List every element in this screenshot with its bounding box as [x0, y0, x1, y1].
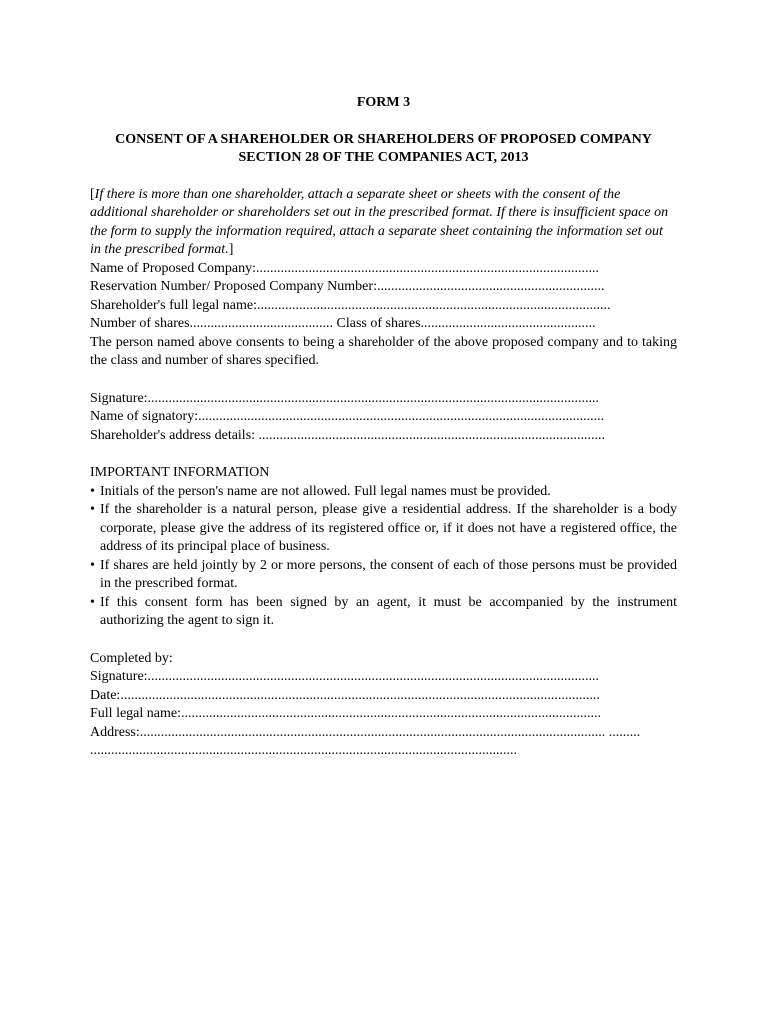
consent-statement: The person named above consents to being a shareholder of the above proposed company and to taking the class and number of shares specified. [90, 334, 677, 368]
form-content [90, 94, 677, 761]
list-item [90, 483, 677, 502]
field-shareholder-full-name: Shareholder's full legal name:..................................................................................................... [90, 297, 611, 313]
form-heading [90, 131, 677, 168]
spacer [90, 631, 677, 650]
intro-instructions [90, 186, 677, 260]
field-name-of-signatory: Name of signatory:.................................................................................................................... [90, 409, 605, 424]
list-item-text: Initials of the person's name are not allowed. Full legal names must be provided. [100, 483, 551, 499]
form-number: FORM 3 [356, 95, 411, 110]
intro-close-bracket: ] [228, 242, 234, 257]
bullet-icon: • [90, 483, 95, 499]
field-reservation-number: Reservation Number/ Proposed Company Number:................................................................. [90, 279, 605, 294]
heading-line-1: CONSENT OF A SHAREHOLDER OR SHAREHOLDERS OF PROPOSED COMPANY [115, 131, 652, 147]
bullet-icon: • [90, 502, 95, 517]
list-item-text: If shares are held jointly by 2 or more persons, the consent of each of those persons must be provided in the prescribed format. [100, 557, 677, 591]
field-proposed-company: Name of Proposed Company:.................................................................................................. [90, 260, 600, 276]
intro-open-bracket: [ [90, 186, 95, 202]
bullet-icon: • [90, 557, 95, 573]
spacer [90, 445, 677, 464]
list-item [90, 501, 677, 557]
completed-by-address-continued: .......................................................................................................................... [90, 743, 517, 758]
completed-by-date: Date:......................................................................................................................................... [90, 687, 600, 703]
completed-by-address: Address:..................................................................................................................................... ......... [90, 724, 641, 740]
completed-by-signature: Signature:................................................................................................................................. [90, 669, 600, 684]
completed-by-title: Completed by: [90, 650, 173, 666]
intro-text: If there is more than one shareholder, attach a separate sheet or sheets with the consent of the additional shareholder or shareholders set out in the prescribed format. If there is insufficient space on the form to supply the information required, attach a separate sheet containing the information set out in the prescribed format. [90, 186, 669, 257]
important-information-list [90, 483, 677, 631]
list-item [90, 557, 677, 594]
heading-line-2: SECTION 28 OF THE COMPANIES ACT, 2013 [238, 150, 529, 165]
bullet-icon: • [90, 594, 95, 610]
list-item-text: If this consent form has been signed by an agent, it must be accompanied by the instrument authorizing the agent to sign it. [100, 594, 677, 628]
list-item-text: If the shareholder is a natural person, please give a residential address. If the shareholder is a body corporate, please give the address of its registered office or, if it does not have a registered office, the address of its principal place of business. [100, 502, 677, 554]
field-signature: Signature:................................................................................................................................. [90, 390, 600, 406]
list-item [90, 594, 677, 631]
important-information-title: IMPORTANT INFORMATION [90, 465, 270, 480]
field-number-and-class-of-shares: Number of shares......................................... Class of shares.................................................. [90, 316, 596, 331]
spacer [90, 371, 677, 390]
completed-by-full-legal-name: Full legal name:........................................................................................................................ [90, 706, 601, 721]
field-shareholder-address: Shareholder's address details: ................................................................................................... [90, 427, 606, 443]
